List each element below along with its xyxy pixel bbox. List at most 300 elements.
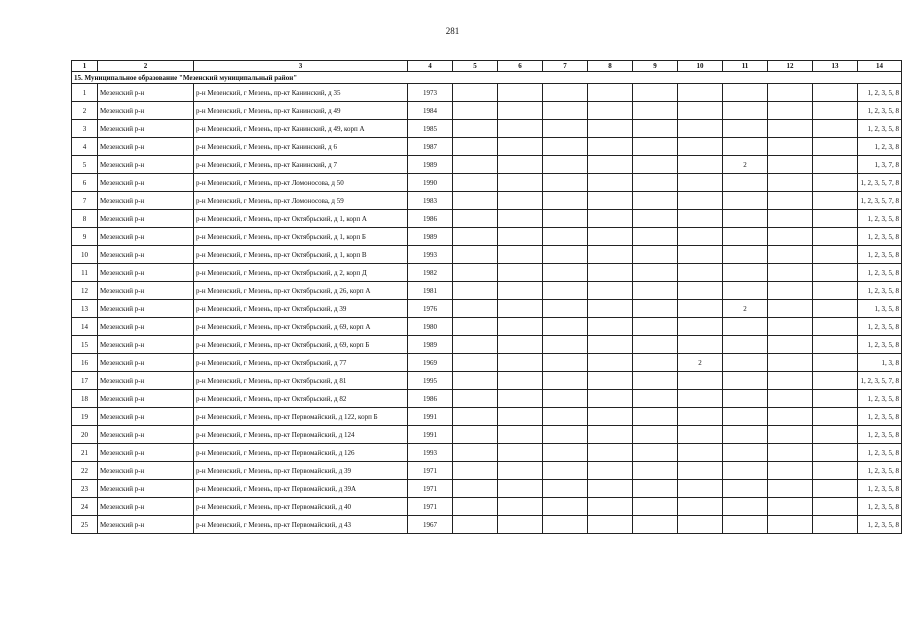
col6-cell xyxy=(498,318,543,336)
col13-cell xyxy=(813,156,858,174)
col8-cell xyxy=(588,444,633,462)
col9-cell xyxy=(633,282,678,300)
col12-cell xyxy=(768,480,813,498)
col14-cell: 1, 2, 3, 5, 8 xyxy=(858,444,902,462)
col5-cell xyxy=(453,516,498,534)
column-header: 5 xyxy=(453,61,498,72)
col11-cell xyxy=(723,210,768,228)
column-header: 1 xyxy=(72,61,98,72)
table-row xyxy=(72,138,902,156)
row-number: 6 xyxy=(72,174,98,192)
col13-cell xyxy=(813,354,858,372)
col10-cell xyxy=(678,444,723,462)
district-cell: Мезенский р-н xyxy=(98,336,194,354)
row-number: 21 xyxy=(72,444,98,462)
col5-cell xyxy=(453,444,498,462)
column-header: 13 xyxy=(813,61,858,72)
col7-cell xyxy=(543,264,588,282)
col14-cell: 1, 2, 3, 5, 7, 8 xyxy=(858,192,902,210)
year-cell: 1983 xyxy=(408,192,453,210)
col12-cell xyxy=(768,462,813,480)
year-cell: 1973 xyxy=(408,84,453,102)
col7-cell xyxy=(543,192,588,210)
row-number: 5 xyxy=(72,156,98,174)
col9-cell xyxy=(633,102,678,120)
col11-cell xyxy=(723,408,768,426)
col12-cell xyxy=(768,210,813,228)
col9-cell xyxy=(633,516,678,534)
col14-cell: 1, 2, 3, 5, 8 xyxy=(858,426,902,444)
col10-cell xyxy=(678,174,723,192)
col7-cell xyxy=(543,300,588,318)
col8-cell xyxy=(588,264,633,282)
year-cell: 1971 xyxy=(408,480,453,498)
housing-register-table xyxy=(71,60,902,534)
col6-cell xyxy=(498,228,543,246)
address-cell: р-н Мезенский, г Мезень, пр-кт Ломоносова, д 59 xyxy=(194,192,408,210)
column-header: 2 xyxy=(98,61,194,72)
column-header: 3 xyxy=(194,61,408,72)
address-cell: р-н Мезенский, г Мезень, пр-кт Октябрьский, д 39 xyxy=(194,300,408,318)
year-cell: 1981 xyxy=(408,282,453,300)
col8-cell xyxy=(588,138,633,156)
col7-cell xyxy=(543,246,588,264)
row-number: 15 xyxy=(72,336,98,354)
col12-cell xyxy=(768,408,813,426)
col8-cell xyxy=(588,102,633,120)
col11-cell xyxy=(723,264,768,282)
district-cell: Мезенский р-н xyxy=(98,444,194,462)
col12-cell xyxy=(768,336,813,354)
col10-cell xyxy=(678,84,723,102)
district-cell: Мезенский р-н xyxy=(98,120,194,138)
col9-cell xyxy=(633,174,678,192)
col6-cell xyxy=(498,102,543,120)
col14-cell: 1, 2, 3, 8 xyxy=(858,138,902,156)
col10-cell xyxy=(678,228,723,246)
table-row xyxy=(72,120,902,138)
district-cell: Мезенский р-н xyxy=(98,102,194,120)
col11-cell xyxy=(723,120,768,138)
col13-cell xyxy=(813,174,858,192)
col14-cell: 1, 2, 3, 5, 8 xyxy=(858,480,902,498)
col12-cell xyxy=(768,102,813,120)
col7-cell xyxy=(543,120,588,138)
address-cell: р-н Мезенский, г Мезень, пр-кт Ломоносова, д 50 xyxy=(194,174,408,192)
col6-cell xyxy=(498,138,543,156)
col12-cell xyxy=(768,300,813,318)
col14-cell: 1, 3, 8 xyxy=(858,354,902,372)
col5-cell xyxy=(453,480,498,498)
col9-cell xyxy=(633,318,678,336)
col8-cell xyxy=(588,318,633,336)
col11-cell xyxy=(723,102,768,120)
row-number: 23 xyxy=(72,480,98,498)
col9-cell xyxy=(633,390,678,408)
col10-cell xyxy=(678,192,723,210)
address-cell: р-н Мезенский, г Мезень, пр-кт Октябрьский, д 2, корп Д xyxy=(194,264,408,282)
col6-cell xyxy=(498,264,543,282)
col11-cell xyxy=(723,354,768,372)
table-row xyxy=(72,282,902,300)
column-header: 11 xyxy=(723,61,768,72)
row-number: 24 xyxy=(72,498,98,516)
col6-cell xyxy=(498,282,543,300)
district-cell: Мезенский р-н xyxy=(98,390,194,408)
col10-cell xyxy=(678,102,723,120)
col12-cell xyxy=(768,282,813,300)
col5-cell xyxy=(453,174,498,192)
address-cell: р-н Мезенский, г Мезень, пр-кт Первомайский, д 124 xyxy=(194,426,408,444)
col5-cell xyxy=(453,462,498,480)
col11-cell xyxy=(723,246,768,264)
col6-cell xyxy=(498,300,543,318)
table-row xyxy=(72,498,902,516)
table-row xyxy=(72,516,902,534)
col8-cell xyxy=(588,336,633,354)
col7-cell xyxy=(543,210,588,228)
col10-cell xyxy=(678,318,723,336)
col12-cell xyxy=(768,138,813,156)
col10-cell xyxy=(678,480,723,498)
table-row xyxy=(72,300,902,318)
year-cell: 1990 xyxy=(408,174,453,192)
col5-cell xyxy=(453,156,498,174)
col9-cell xyxy=(633,156,678,174)
table-row xyxy=(72,408,902,426)
col8-cell xyxy=(588,426,633,444)
col8-cell xyxy=(588,408,633,426)
col6-cell xyxy=(498,174,543,192)
col5-cell xyxy=(453,372,498,390)
address-cell: р-н Мезенский, г Мезень, пр-кт Канинский, д 35 xyxy=(194,84,408,102)
col5-cell xyxy=(453,336,498,354)
col14-cell: 1, 2, 3, 5, 8 xyxy=(858,264,902,282)
col11-cell xyxy=(723,498,768,516)
table-row xyxy=(72,336,902,354)
col14-cell: 1, 2, 3, 5, 8 xyxy=(858,390,902,408)
district-cell: Мезенский р-н xyxy=(98,516,194,534)
table-row xyxy=(72,444,902,462)
col14-cell: 1, 3, 7, 8 xyxy=(858,156,902,174)
row-number: 16 xyxy=(72,354,98,372)
year-cell: 1991 xyxy=(408,426,453,444)
col6-cell xyxy=(498,84,543,102)
col14-cell: 1, 2, 3, 5, 8 xyxy=(858,336,902,354)
col9-cell xyxy=(633,300,678,318)
col12-cell xyxy=(768,246,813,264)
col7-cell xyxy=(543,102,588,120)
col13-cell xyxy=(813,120,858,138)
col8-cell xyxy=(588,174,633,192)
col7-cell xyxy=(543,516,588,534)
district-cell: Мезенский р-н xyxy=(98,246,194,264)
address-cell: р-н Мезенский, г Мезень, пр-кт Октябрьский, д 1, корп В xyxy=(194,246,408,264)
col9-cell xyxy=(633,336,678,354)
col5-cell xyxy=(453,138,498,156)
col14-cell: 1, 2, 3, 5, 8 xyxy=(858,498,902,516)
col7-cell xyxy=(543,390,588,408)
table-row xyxy=(72,264,902,282)
address-cell: р-н Мезенский, г Мезень, пр-кт Октябрьский, д 69, корп А xyxy=(194,318,408,336)
district-cell: Мезенский р-н xyxy=(98,192,194,210)
col12-cell xyxy=(768,120,813,138)
address-cell: р-н Мезенский, г Мезень, пр-кт Октябрьский, д 81 xyxy=(194,372,408,390)
table-row xyxy=(72,174,902,192)
col10-cell xyxy=(678,390,723,408)
col13-cell xyxy=(813,300,858,318)
table-row xyxy=(72,426,902,444)
district-cell: Мезенский р-н xyxy=(98,264,194,282)
col12-cell xyxy=(768,264,813,282)
page-number: 281 xyxy=(445,26,460,36)
table-row xyxy=(72,372,902,390)
col10-cell xyxy=(678,426,723,444)
col13-cell xyxy=(813,84,858,102)
col6-cell xyxy=(498,120,543,138)
year-cell: 1989 xyxy=(408,156,453,174)
col7-cell xyxy=(543,282,588,300)
col7-cell xyxy=(543,354,588,372)
col13-cell xyxy=(813,372,858,390)
col13-cell xyxy=(813,408,858,426)
col13-cell xyxy=(813,480,858,498)
district-cell: Мезенский р-н xyxy=(98,282,194,300)
row-number: 7 xyxy=(72,192,98,210)
address-cell: р-н Мезенский, г Мезень, пр-кт Октябрьский, д 69, корп Б xyxy=(194,336,408,354)
row-number: 22 xyxy=(72,462,98,480)
col5-cell xyxy=(453,300,498,318)
col14-cell: 1, 2, 3, 5, 8 xyxy=(858,102,902,120)
col9-cell xyxy=(633,84,678,102)
year-cell: 1993 xyxy=(408,246,453,264)
district-cell: Мезенский р-н xyxy=(98,426,194,444)
col5-cell xyxy=(453,264,498,282)
col13-cell xyxy=(813,462,858,480)
col12-cell xyxy=(768,228,813,246)
year-cell: 1993 xyxy=(408,444,453,462)
col13-cell xyxy=(813,444,858,462)
col14-cell: 1, 2, 3, 5, 8 xyxy=(858,228,902,246)
year-cell: 1967 xyxy=(408,516,453,534)
col6-cell xyxy=(498,444,543,462)
col7-cell xyxy=(543,444,588,462)
row-number: 13 xyxy=(72,300,98,318)
col9-cell xyxy=(633,462,678,480)
col10-cell xyxy=(678,300,723,318)
col13-cell xyxy=(813,498,858,516)
col10-cell xyxy=(678,264,723,282)
col6-cell xyxy=(498,246,543,264)
table-row xyxy=(72,318,902,336)
address-cell: р-н Мезенский, г Мезень, пр-кт Первомайский, д 40 xyxy=(194,498,408,516)
col11-cell xyxy=(723,84,768,102)
column-header: 10 xyxy=(678,61,723,72)
col8-cell xyxy=(588,354,633,372)
year-cell: 1969 xyxy=(408,354,453,372)
col8-cell xyxy=(588,462,633,480)
address-cell: р-н Мезенский, г Мезень, пр-кт Первомайский, д 122, корп Б xyxy=(194,408,408,426)
col8-cell xyxy=(588,498,633,516)
district-cell: Мезенский р-н xyxy=(98,480,194,498)
col9-cell xyxy=(633,444,678,462)
col10-cell xyxy=(678,138,723,156)
table-row xyxy=(72,246,902,264)
district-cell: Мезенский р-н xyxy=(98,354,194,372)
column-header: 8 xyxy=(588,61,633,72)
col10-cell xyxy=(678,210,723,228)
col7-cell xyxy=(543,84,588,102)
table-row xyxy=(72,192,902,210)
col5-cell xyxy=(453,102,498,120)
col8-cell xyxy=(588,210,633,228)
col6-cell xyxy=(498,462,543,480)
col7-cell xyxy=(543,336,588,354)
col10-cell xyxy=(678,516,723,534)
col11-cell xyxy=(723,462,768,480)
row-number: 18 xyxy=(72,390,98,408)
row-number: 10 xyxy=(72,246,98,264)
col9-cell xyxy=(633,408,678,426)
year-cell: 1985 xyxy=(408,120,453,138)
row-number: 25 xyxy=(72,516,98,534)
col7-cell xyxy=(543,138,588,156)
col7-cell xyxy=(543,156,588,174)
col11-cell xyxy=(723,444,768,462)
col14-cell: 1, 2, 3, 5, 8 xyxy=(858,120,902,138)
col6-cell xyxy=(498,516,543,534)
col8-cell xyxy=(588,228,633,246)
col5-cell xyxy=(453,426,498,444)
col13-cell xyxy=(813,516,858,534)
col13-cell xyxy=(813,228,858,246)
col12-cell xyxy=(768,426,813,444)
col9-cell xyxy=(633,480,678,498)
table-row xyxy=(72,390,902,408)
col10-cell xyxy=(678,336,723,354)
table-row xyxy=(72,480,902,498)
year-cell: 1976 xyxy=(408,300,453,318)
col11-cell xyxy=(723,426,768,444)
col6-cell xyxy=(498,210,543,228)
district-cell: Мезенский р-н xyxy=(98,138,194,156)
address-cell: р-н Мезенский, г Мезень, пр-кт Октябрьский, д 26, корп А xyxy=(194,282,408,300)
col6-cell xyxy=(498,156,543,174)
column-header: 4 xyxy=(408,61,453,72)
col9-cell xyxy=(633,426,678,444)
col5-cell xyxy=(453,498,498,516)
year-cell: 1995 xyxy=(408,372,453,390)
section-title: 15. Муниципальное образование "Мезенский муниципальный район" xyxy=(72,72,902,84)
col12-cell xyxy=(768,318,813,336)
col9-cell xyxy=(633,372,678,390)
col8-cell xyxy=(588,390,633,408)
col11-cell xyxy=(723,516,768,534)
year-cell: 1986 xyxy=(408,390,453,408)
col7-cell xyxy=(543,408,588,426)
col12-cell xyxy=(768,444,813,462)
district-cell: Мезенский р-н xyxy=(98,84,194,102)
col6-cell xyxy=(498,408,543,426)
col6-cell xyxy=(498,498,543,516)
section-row xyxy=(72,72,902,84)
row-number: 11 xyxy=(72,264,98,282)
address-cell: р-н Мезенский, г Мезень, пр-кт Первомайский, д 126 xyxy=(194,444,408,462)
col6-cell xyxy=(498,426,543,444)
col6-cell xyxy=(498,336,543,354)
col14-cell: 1, 2, 3, 5, 7, 8 xyxy=(858,372,902,390)
col13-cell xyxy=(813,192,858,210)
table-row xyxy=(72,210,902,228)
col5-cell xyxy=(453,210,498,228)
address-cell: р-н Мезенский, г Мезень, пр-кт Октябрьский, д 82 xyxy=(194,390,408,408)
col13-cell xyxy=(813,318,858,336)
col12-cell xyxy=(768,390,813,408)
col8-cell xyxy=(588,282,633,300)
year-cell: 1986 xyxy=(408,210,453,228)
column-header: 9 xyxy=(633,61,678,72)
col13-cell xyxy=(813,426,858,444)
row-number: 2 xyxy=(72,102,98,120)
column-header: 14 xyxy=(858,61,902,72)
col5-cell xyxy=(453,192,498,210)
year-cell: 1984 xyxy=(408,102,453,120)
table-row xyxy=(72,102,902,120)
col9-cell xyxy=(633,192,678,210)
col5-cell xyxy=(453,390,498,408)
row-number: 1 xyxy=(72,84,98,102)
row-number: 20 xyxy=(72,426,98,444)
district-cell: Мезенский р-н xyxy=(98,300,194,318)
col10-cell xyxy=(678,408,723,426)
col12-cell xyxy=(768,354,813,372)
col8-cell xyxy=(588,192,633,210)
district-cell: Мезенский р-н xyxy=(98,498,194,516)
col11-cell xyxy=(723,174,768,192)
col11-cell xyxy=(723,372,768,390)
address-cell: р-н Мезенский, г Мезень, пр-кт Октябрьский, д 1, корп А xyxy=(194,210,408,228)
col8-cell xyxy=(588,246,633,264)
col14-cell: 1, 2, 3, 5, 8 xyxy=(858,210,902,228)
col8-cell xyxy=(588,84,633,102)
col11-cell: 2 xyxy=(723,156,768,174)
col11-cell xyxy=(723,318,768,336)
col13-cell xyxy=(813,390,858,408)
col7-cell xyxy=(543,318,588,336)
col9-cell xyxy=(633,498,678,516)
col13-cell xyxy=(813,246,858,264)
row-number: 19 xyxy=(72,408,98,426)
table-row xyxy=(72,354,902,372)
row-number: 9 xyxy=(72,228,98,246)
address-cell: р-н Мезенский, г Мезень, пр-кт Канинский, д 7 xyxy=(194,156,408,174)
col14-cell: 1, 2, 3, 5, 8 xyxy=(858,516,902,534)
district-cell: Мезенский р-н xyxy=(98,372,194,390)
address-cell: р-н Мезенский, г Мезень, пр-кт Канинский, д 6 xyxy=(194,138,408,156)
col5-cell xyxy=(453,408,498,426)
table-row xyxy=(72,228,902,246)
year-cell: 1989 xyxy=(408,228,453,246)
year-cell: 1991 xyxy=(408,408,453,426)
col9-cell xyxy=(633,210,678,228)
district-cell: Мезенский р-н xyxy=(98,318,194,336)
col10-cell xyxy=(678,120,723,138)
row-number: 17 xyxy=(72,372,98,390)
col7-cell xyxy=(543,372,588,390)
col10-cell xyxy=(678,282,723,300)
col10-cell: 2 xyxy=(678,354,723,372)
col7-cell xyxy=(543,426,588,444)
